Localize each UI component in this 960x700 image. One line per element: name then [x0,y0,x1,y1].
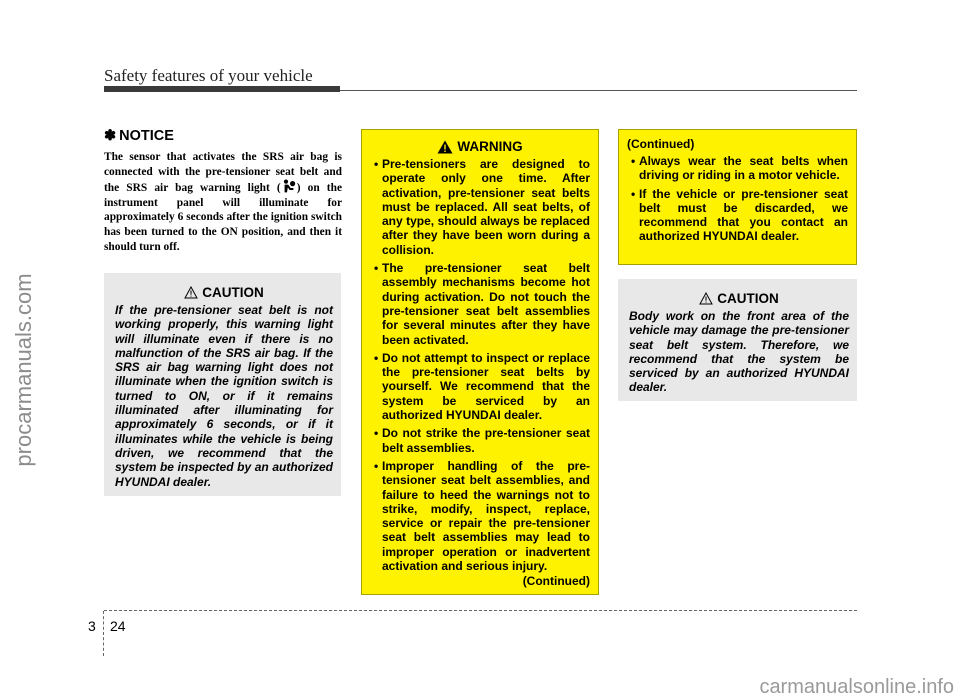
caution-text: If the pre-tensioner seat belt is not working properly, this warning light will illuminate even if there is no malfunction of the SRS air bag. If the SRS air bag warning light does not illuminate when the ignition switch is turned to ON, or if it remains illuminated after illuminating for approximately 6 seconds, or if it illuminates while the vehicle is being driven, we recommend that the system be inspected by an authorized HYUNDAI dealer. [115,303,333,489]
list-item: • The pre-tensioner seat belt assembly mechanisms become hot during activation. Do not touch the pre-tensioner seat belt assemblies for several minutes after they have been activated. [370,261,590,347]
list-item: • Improper handling of the pre-tensioner seat belt assemblies, and failure to heed the warnings not to strike, modify, inspect, replace, service or repair the pre-tensioner seat belt assemblies may lead to improper operation or inadvertent activation and serious injury. [370,459,590,573]
caution-triangle-icon [699,292,713,305]
section-number: 3 [88,618,96,634]
footer-rule [104,610,857,611]
warning-list [370,157,590,573]
warning-box [361,129,599,595]
caution-title: CAUTION [717,291,779,306]
header-bar [104,86,340,92]
notice-heading [104,128,342,144]
caution-box-left [104,273,341,496]
page-header-title: Safety features of your vehicle [104,66,313,85]
caution-title: CAUTION [202,285,264,300]
caution-text: Body work on the front area of the vehicle may damage the pre-tensioner seat belt system. Therefore, we recommend that the system be serviced by an authorized HYUNDAI dealer. [629,309,849,395]
notice-title: NOTICE [119,128,174,144]
notice-section [104,128,342,254]
continued-label: (Continued) [522,574,590,589]
page-number: 24 [110,618,126,634]
warning-title: WARNING [457,139,523,154]
list-item: • Always wear the seat belts when driving or riding in a motor vehicle. [627,154,848,183]
notice-star-icon: ✽ [104,128,117,144]
list-item: • Pre-tensioners are designed to operate only one time. After activation, pre-tensioner seat belts must be replaced. All seat belts, of any type, should always be replaced after they have been worn during a collision. [370,157,590,257]
caution-triangle-icon [184,286,198,299]
notice-text: The sensor that activates the SRS air bag is connected with the pre-tensioner seat belt and the SRS air bag warning light ( ) on the instrument panel will illuminate for approximately 6 seconds after the ignition switch has been turned to the ON position, and then it should turn off. [104,151,342,253]
warning-triangle-icon [437,140,453,154]
warning-list-continued [627,154,848,244]
side-watermark: procarmanuals.com [11,273,36,467]
footer-divider [103,611,104,656]
list-item: • Do not strike the pre-tensioner seat belt assemblies. [370,426,590,455]
warning-box-continued [618,129,857,265]
header-rule [340,90,857,91]
caution-box-right [618,279,857,401]
list-item: • If the vehicle or pre-tensioner seat belt must be discarded, we recommend that you contact an authorized HYUNDAI dealer. [627,187,848,244]
bottom-watermark: carmanualsonline.info [759,676,954,698]
continued-label: (Continued) [627,137,695,151]
warning-heading [370,139,590,154]
caution-heading [629,291,849,306]
airbag-warning-icon [282,179,296,193]
caution-heading [115,285,333,300]
list-item: • Do not attempt to inspect or replace the pre-tensioner seat belts by yourself. We recommend that the system be serviced by an authorized HYUNDAI dealer. [370,351,590,422]
